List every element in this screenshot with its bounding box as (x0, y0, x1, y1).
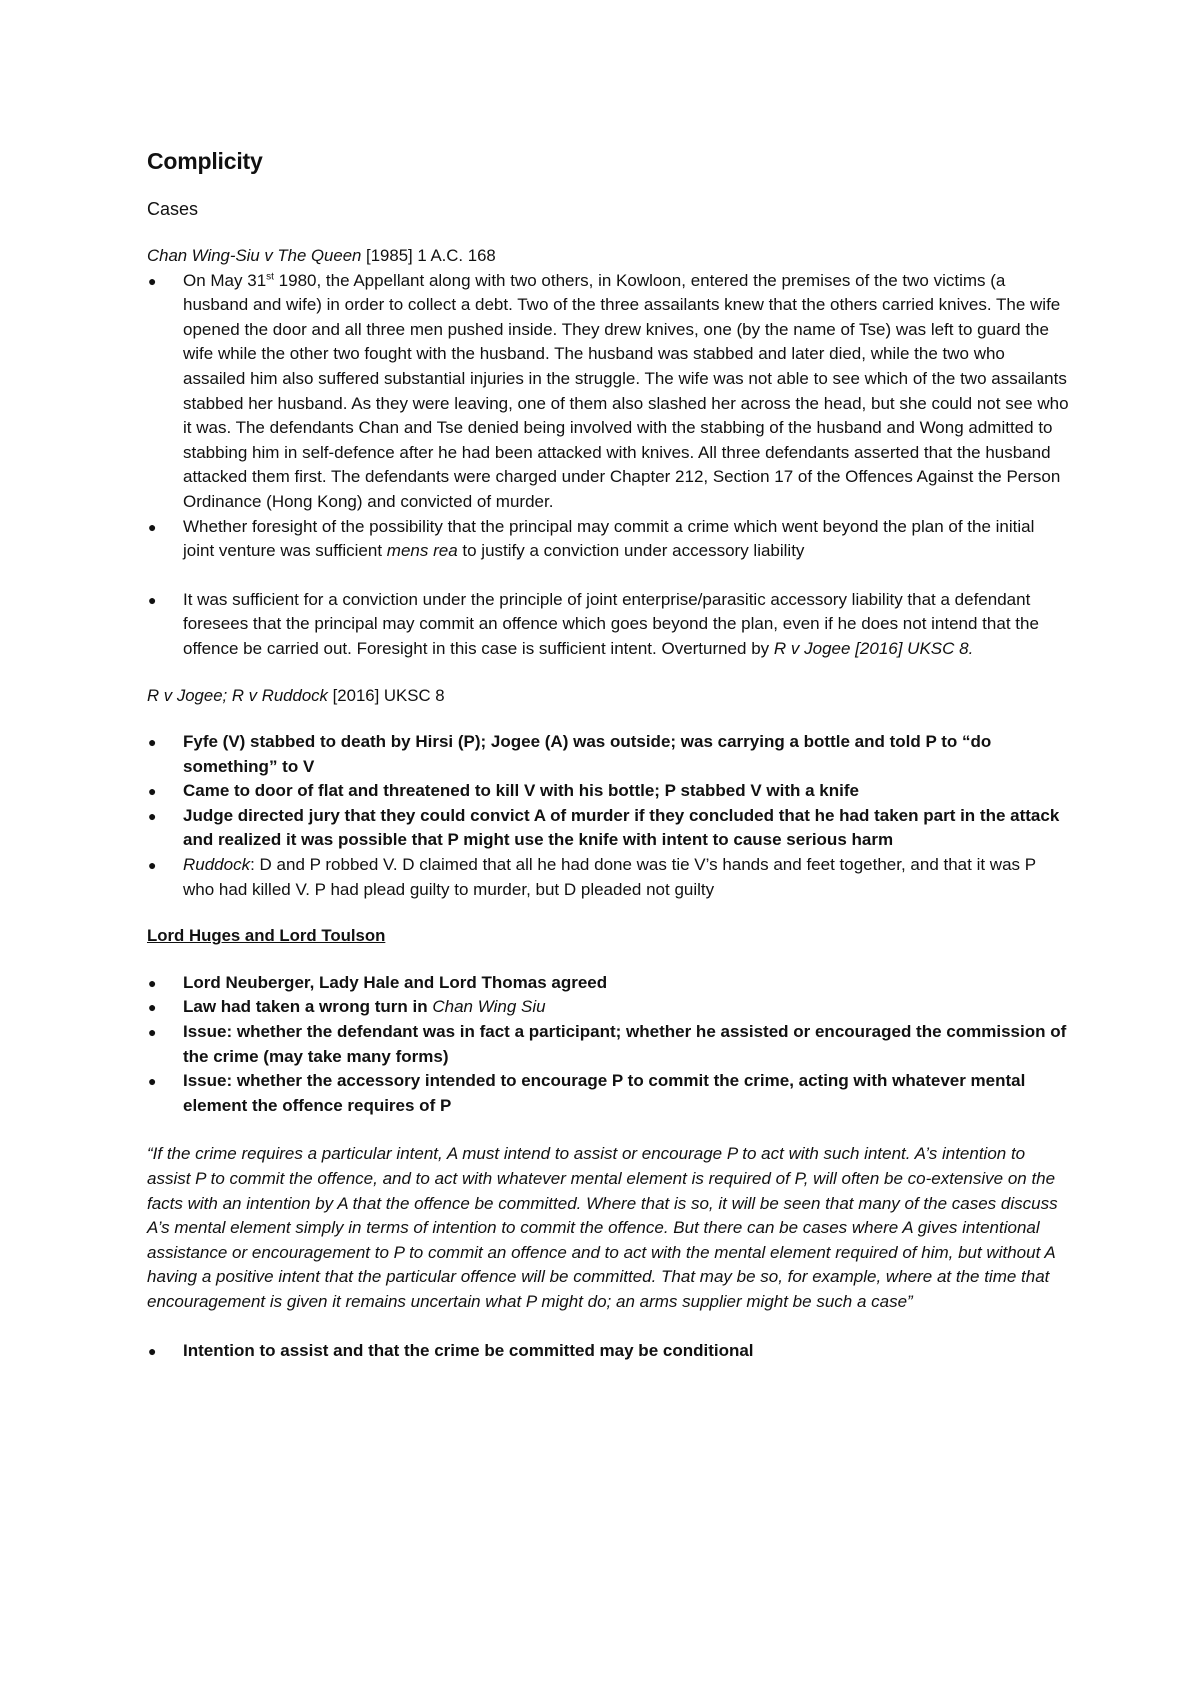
list-item: ● Issue: whether the defendant was in fact a participant; whether he assisted or encouraged the commission of the crime (may take many forms) (148, 1022, 1067, 1066)
case1-facts: ● On May 31st 1980, the Appellant along with two others, in Kowloon, entered the premises of the two victims (a husband and wife) in order to collect a debt. Two of the three assailants knew that the others carried knives. The wife opened the door and all three men pushed inside. They drew knives, one (by the name of Tse) was left to guard the wife while the other two fought with the husband. The husband was stabbed and later died, while the two who assailed him also suffered substantial injuries in the struggle. The wife was not able to see which of the two assailants stabbed her husband. As they were leaving, one of them also slashed her across the head, but she could not see who it was. The defendants Chan and Tse denied being involved with the stabbing of the husband and Wong admitted to stabbing him in self-defence after he had been attacked with knives. All three defendants asserted that the husband attacked them first. The defendants were charged under Chapter 212, Section 17 of the Offences Against the Person Ordinance (Hong Kong) and convicted of murder. (148, 270, 1069, 511)
case1-bullets (147, 269, 1069, 564)
bullet-icon: ● (148, 1342, 157, 1359)
bullet-icon: ● (148, 999, 157, 1016)
bullet-icon: ● (148, 591, 157, 608)
case-citation: [1985] 1 A.C. 168 (361, 246, 496, 265)
list-item: ● Came to door of flat and threatened to kill V with his bottle; P stabbed V with a knife (147, 779, 1069, 804)
bullet-icon: ● (148, 734, 157, 751)
section-heading-cases: Cases (147, 199, 199, 219)
lords-bullets (147, 971, 1069, 1119)
bullet-icon: ● (148, 272, 157, 289)
case-citation: [2016] UKSC 8 (327, 685, 445, 705)
list-item: ● Intention to assist and that the crime be committed may be conditional (147, 1339, 1069, 1364)
bullet-icon: ● (148, 1024, 157, 1041)
case-name: Chan Wing-Siu v The Queen (147, 246, 362, 265)
bullet-icon: ● (148, 1073, 157, 1090)
case1-issue: ● Whether foresight of the possibility that the principal may commit a crime which went beyond the plan of the initial joint venture was sufficient mens rea to justify a conviction under accessory liability (148, 516, 1035, 561)
list-item: ● Fyfe (V) stabbed to death by Hirsi (P); Jogee (A) was outside; was carrying a bottle and told P to “do something” to V (148, 732, 992, 776)
case-name: R v Jogee; R v Ruddock (147, 685, 328, 705)
case1-held (147, 588, 1069, 662)
bullet-icon: ● (148, 807, 157, 824)
case-heading-jogee (147, 684, 1069, 709)
list-item: ● Ruddock: D and P robbed V. D claimed that all he had done was tie V’s hands and feet together, and that it was P who had killed V. P had plead guilty to murder, but D pleaded not guilty (148, 855, 1036, 899)
lords-heading: Lord Huges and Lord Toulson (147, 926, 386, 946)
list-item: ● Law had taken a wrong turn in Chan Wing Siu (147, 995, 1069, 1020)
final-bullets (147, 1339, 1069, 1364)
bullet-icon: ● (148, 974, 157, 991)
case2-bullets (147, 730, 1069, 902)
case1-held-item: ● It was sufficient for a conviction under the principle of joint enterprise/parasitic accessory liability that a defendant foresees that the principal may commit an offence which goes beyond the plan, even if he does not intend that the offence be carried out. Foresight in this case is sufficient intent. Overturned by R v Jogee [2016] UKSC 8. (148, 589, 1039, 658)
bullet-icon: ● (148, 783, 157, 800)
page-title: Complicity (147, 148, 263, 174)
bullet-icon: ● (148, 518, 157, 535)
list-item: ● Judge directed jury that they could convict A of murder if they concluded that he had taken part in the attack and realized it was possible that P might use the knife with intent to cause serious harm (148, 805, 1060, 850)
bullet-icon: ● (148, 857, 157, 874)
case-heading-chan-wing-siu (147, 244, 1069, 269)
list-item: ● Lord Neuberger, Lady Hale and Lord Thomas agreed (147, 971, 1069, 996)
block-quote: “If the crime requires a particular intent, A must intend to assist or encourage P to act with such intent. A’s intention to assist P to commit the offence, and to act with whatever mental element is required of P, will often be co-extensive on the facts with an intention by A that the offence be committed. Where that is so, it will be seen that many of the cases discuss A’s mental element simply in terms of intention to commit the offence. But there can be cases where A gives intentional assistance or encouragement to P to commit an offence and to act with the mental element required of him, but without A having a positive intent that the particular offence will be committed. That may be so, for example, where at the time that encouragement is given it remains uncertain what P might do; an arms supplier might be such a case” (147, 1144, 1058, 1311)
document-body (147, 140, 1069, 1363)
list-item: ● Issue: whether the accessory intended to encourage P to commit the crime, acting with whatever mental element the offence requires of P (148, 1071, 1026, 1115)
